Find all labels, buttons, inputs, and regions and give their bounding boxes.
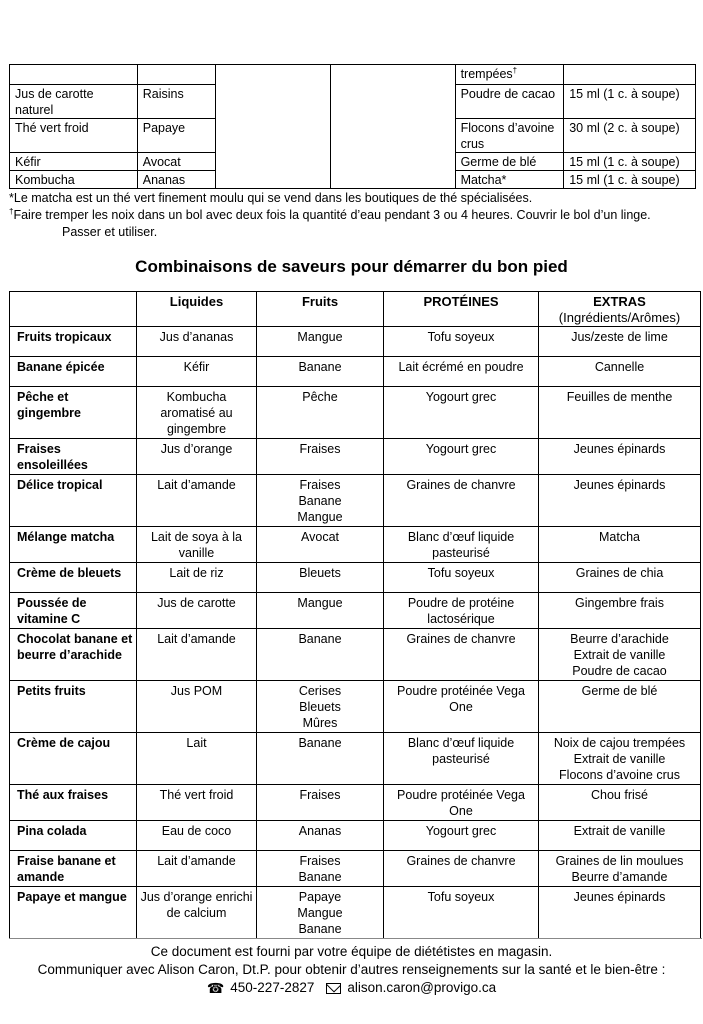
cell-line: Fraises [299, 478, 341, 492]
header-fruits: Fruits [257, 292, 384, 327]
cell-name: Poussée de vitamine C [10, 593, 137, 629]
cell-fruit: Bleuets [257, 563, 384, 593]
footnote-matcha: *Le matcha est un thé vert finement moulu qui se vend dans les boutiques de thé spécialisées. [9, 191, 533, 205]
cell-fruit: Banane [257, 357, 384, 387]
cell-line: Flocons d’avoine crus [559, 768, 680, 782]
cell-protein: Poudre de protéine lactosérique [384, 593, 539, 629]
table-row [10, 357, 701, 387]
cell-fruit [257, 851, 384, 887]
cell-liquid: Jus POM [137, 681, 257, 733]
email-address: alison.caron@provigo.ca [347, 980, 497, 995]
table-header-row [10, 292, 701, 327]
cell-liquid: Lait de soya à la vanille [137, 527, 257, 563]
cell-extra [539, 733, 701, 785]
cell-line: Papaye [298, 890, 342, 904]
cell-liquid: Lait d’amande [137, 851, 257, 887]
header-extras: EXTRAS (Ingrédients/Arômes) [539, 292, 701, 327]
table-cell [564, 65, 696, 85]
cell-protein: Graines de chanvre [384, 475, 539, 527]
cell-protein: Poudre protéinée Vega One [384, 681, 539, 733]
header-liquids: Liquides [137, 292, 257, 327]
cell-extra: Graines de chia [539, 563, 701, 593]
cell-extra: Jeunes épinards [539, 887, 701, 939]
flavor-combinations-table [9, 291, 701, 939]
cell-name: Crème de bleuets [10, 563, 137, 593]
cell-line: Banane [298, 922, 342, 936]
table-cell: Jus de carotte naturel [10, 85, 138, 119]
cell-fruit: Pêche [257, 387, 384, 439]
cell-extra: Jeunes épinards [539, 439, 701, 475]
cell-line: Extrait de vanille [573, 752, 666, 766]
cell-extra: Germe de blé [539, 681, 701, 733]
table-cell: Flocons d’avoine crus [455, 119, 564, 153]
table-row [10, 387, 701, 439]
cell-extra: Matcha [539, 527, 701, 563]
cell-liquid: Lait [137, 733, 257, 785]
cell-liquid: Lait d’amande [137, 475, 257, 527]
cell-liquid: Kombucha aromatisé au gingembre [137, 387, 257, 439]
cell-liquid: Thé vert froid [137, 785, 257, 821]
cell-liquid: Eau de coco [137, 821, 257, 851]
cell-liquid: Jus d’orange enrichi de calcium [137, 887, 257, 939]
cell-protein: Yogourt grec [384, 821, 539, 851]
cell-protein: Tofu soyeux [384, 327, 539, 357]
phone-number: 450-227-2827 [230, 980, 315, 995]
cell-name: Fruits tropicaux [10, 327, 137, 357]
cell-protein: Blanc d’œuf liquide pasteurisé [384, 733, 539, 785]
cell-fruit: Fraises [257, 439, 384, 475]
cell-liquid: Kéfir [137, 357, 257, 387]
table-cell: Thé vert froid [10, 119, 138, 153]
cell-protein: Poudre protéinée Vega One [384, 785, 539, 821]
table-row [10, 439, 701, 475]
table-cell: Poudre de cacao [455, 85, 564, 119]
cell-extra: Jus/zeste de lime [539, 327, 701, 357]
cell-name: Mélange matcha [10, 527, 137, 563]
header-blank [10, 292, 137, 327]
cell-fruit: Fraises [257, 785, 384, 821]
table-row [10, 629, 701, 681]
phone-icon: ☎ [206, 980, 225, 996]
table-row [10, 821, 701, 851]
cell-protein: Yogourt grec [384, 387, 539, 439]
cell-name: Petits fruits [10, 681, 137, 733]
section-title: Combinaisons de saveurs pour démarrer du bon pied [135, 257, 568, 276]
cell-protein: Lait écrémé en poudre [384, 357, 539, 387]
table-cell: Papaye [137, 119, 215, 153]
table-cell [330, 65, 455, 189]
table-cell: 15 ml (1 c. à soupe) [564, 85, 696, 119]
table-cell: Kéfir [10, 153, 138, 171]
cell-name: Crème de cajou [10, 733, 137, 785]
cell-extra: Chou frisé [539, 785, 701, 821]
table-row [10, 851, 701, 887]
table-cell: 30 ml (2 c. à soupe) [564, 119, 696, 153]
cell-name: Pina colada [10, 821, 137, 851]
cell-name: Délice tropical [10, 475, 137, 527]
table-cell: Matcha* [455, 171, 564, 189]
footnote-soak-cont: Passer et utiliser. [62, 225, 158, 239]
cell-name: Thé aux fraises [10, 785, 137, 821]
cell-protein: Graines de chanvre [384, 629, 539, 681]
cell-extra [539, 851, 701, 887]
table-cell: 15 ml (1 c. à soupe) [564, 153, 696, 171]
cell-line: Mangue [297, 906, 343, 920]
cell-fruit: Mangue [257, 327, 384, 357]
footnote-mark: † [512, 66, 518, 75]
table-row [10, 593, 701, 629]
cell-line: Mûres [302, 716, 338, 730]
table-cell: Kombucha [10, 171, 138, 189]
cell-liquid: Jus de carotte [137, 593, 257, 629]
cell-protein: Yogourt grec [384, 439, 539, 475]
table-cell: 15 ml (1 c. à soupe) [564, 171, 696, 189]
cell-line: Beurre d’arachide [570, 632, 669, 646]
cell-line: Fraises [299, 854, 341, 868]
table-row [10, 563, 701, 593]
cell-line: Mangue [297, 510, 343, 524]
footer [0, 943, 703, 997]
cell-name: Fraise banane et amande [10, 851, 137, 887]
table-row [10, 475, 701, 527]
cell-name: Fraises ensoleillées [10, 439, 137, 475]
cell-line: Banane [298, 870, 342, 884]
table-cell: Germe de blé [455, 153, 564, 171]
header-proteins: PROTÉINES [384, 292, 539, 327]
cell-name: Banane épicée [10, 357, 137, 387]
cell-liquid: Jus d’orange [137, 439, 257, 475]
cell-text: trempées [460, 67, 513, 81]
cell-line: Bleuets [299, 700, 341, 714]
table-row [10, 65, 696, 85]
table-row [10, 681, 701, 733]
table-cell [455, 65, 564, 85]
footer-contact [0, 979, 703, 997]
ingredients-table-continued [9, 64, 696, 189]
cell-extra: Cannelle [539, 357, 701, 387]
cell-extra: Feuilles de menthe [539, 387, 701, 439]
footer-divider [9, 938, 702, 939]
cell-fruit [257, 475, 384, 527]
cell-protein: Blanc d’œuf liquide pasteurisé [384, 527, 539, 563]
cell-liquid: Lait d’amande [137, 629, 257, 681]
cell-fruit: Banane [257, 733, 384, 785]
table-row [10, 887, 701, 939]
cell-name: Pêche et gingembre [10, 387, 137, 439]
cell-fruit: Mangue [257, 593, 384, 629]
cell-name: Chocolat banane et beurre d’arachide [10, 629, 137, 681]
cell-line: Beurre d’amande [571, 870, 668, 884]
table-cell: Avocat [137, 153, 215, 171]
table-cell: Ananas [137, 171, 215, 189]
cell-fruit: Banane [257, 629, 384, 681]
table-cell [216, 65, 331, 189]
table-row [10, 785, 701, 821]
cell-line: Banane [298, 494, 342, 508]
footer-line-2: Communiquer avec Alison Caron, Dt.P. pour obtenir d’autres renseignements sur la santé et le bien-être : [37, 962, 666, 977]
cell-line: Extrait de vanille [573, 648, 666, 662]
cell-name: Papaye et mangue [10, 887, 137, 939]
cell-fruit [257, 681, 384, 733]
cell-extra: Gingembre frais [539, 593, 701, 629]
cell-fruit: Ananas [257, 821, 384, 851]
footer-line-1: Ce document est fourni par votre équipe de diététistes en magasin. [150, 944, 553, 959]
footnote-soak: †Faire tremper les noix dans un bol avec deux fois la quantité d’eau pendant 3 ou 4 heures. Couvrir le bol d’un linge. [9, 207, 651, 222]
cell-extra: Jeunes épinards [539, 475, 701, 527]
cell-protein: Tofu soyeux [384, 887, 539, 939]
cell-protein: Tofu soyeux [384, 563, 539, 593]
table-cell [137, 65, 215, 85]
cell-fruit: Avocat [257, 527, 384, 563]
table-row [10, 527, 701, 563]
table-row [10, 327, 701, 357]
cell-line: Noix de cajou trempées [553, 736, 686, 750]
cell-extra [539, 629, 701, 681]
table-cell: Raisins [137, 85, 215, 119]
cell-line: Graines de lin moulues [555, 854, 684, 868]
cell-line: Cerises [298, 684, 342, 698]
cell-fruit [257, 887, 384, 939]
cell-liquid: Lait de riz [137, 563, 257, 593]
table-row [10, 733, 701, 785]
table-cell [10, 65, 138, 85]
cell-extra: Extrait de vanille [539, 821, 701, 851]
cell-line: Poudre de cacao [572, 664, 667, 678]
cell-liquid: Jus d’ananas [137, 327, 257, 357]
envelope-icon [326, 983, 341, 994]
cell-protein: Graines de chanvre [384, 851, 539, 887]
footnotes [9, 190, 699, 241]
